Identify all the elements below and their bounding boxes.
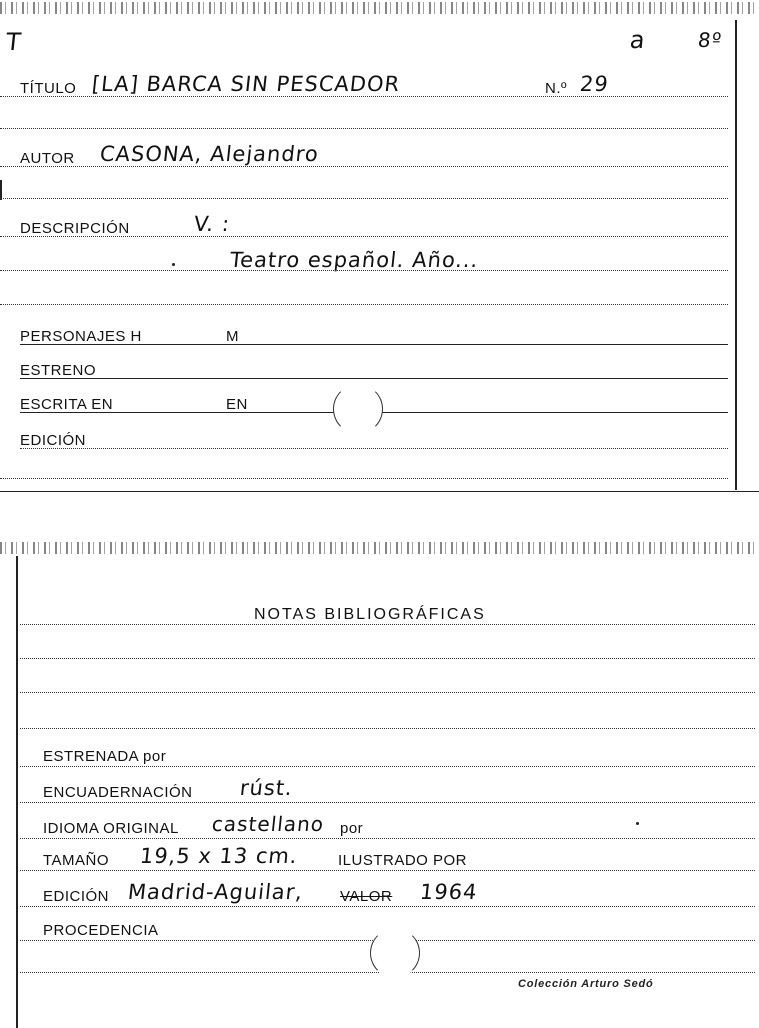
titulo-value: [LA] BARCA SIN PESCADOR <box>90 72 402 96</box>
escrita-label: ESCRITA EN <box>20 396 114 413</box>
ilustrado-label: ILUSTRADO POR <box>338 852 468 869</box>
personajes-rule <box>20 344 728 345</box>
rule-blank-1 <box>0 128 728 129</box>
procedencia-label: PROCEDENCIA <box>43 922 159 939</box>
edicion-rule <box>20 448 728 449</box>
titulo-label: TÍTULO <box>20 80 77 97</box>
corner-mark-left: T <box>4 28 24 56</box>
titulo-rule <box>0 96 728 97</box>
estreno-rule <box>20 378 728 379</box>
catalog-card-back <box>0 540 759 1028</box>
rule-blank-2 <box>20 692 755 693</box>
estreno-label: ESTRENO <box>20 362 97 379</box>
tamano-label: TAMAÑO <box>43 852 110 869</box>
catalog-card-front <box>0 0 759 500</box>
autor-value: CASONA, Alejandro <box>98 142 321 166</box>
idioma-por-label: por <box>340 820 364 837</box>
estrenada-label: ESTRENADA por <box>43 748 167 765</box>
edicion-rule <box>20 906 755 907</box>
edicion-year: 1964 <box>418 880 479 904</box>
autor-label: AUTOR <box>20 150 75 167</box>
corner-mark-a: a <box>628 26 648 54</box>
personajes-label: PERSONAJES H <box>20 328 142 345</box>
card-left-border <box>16 556 18 1028</box>
valor-label: VALOR <box>340 888 393 905</box>
rule-blank-1 <box>20 658 755 659</box>
descripcion-value-line2: Teatro español. Año... <box>228 248 480 272</box>
rule-blank-2 <box>0 198 728 199</box>
rule-blank-4 <box>0 304 728 305</box>
ink-dot <box>172 263 175 266</box>
ink-dot <box>636 822 639 825</box>
autor-rule <box>0 166 728 167</box>
notas-rule <box>20 624 755 625</box>
rule-blank-3 <box>0 270 728 271</box>
punch-hole <box>333 384 383 434</box>
edicion-value: Madrid-Aguilar, <box>126 880 305 904</box>
descripcion-value: V. : <box>192 212 232 236</box>
tamano-rule <box>20 870 755 871</box>
estrenada-rule <box>20 766 755 767</box>
numero-value: 29 <box>578 72 610 96</box>
escrita-en-label: EN <box>226 396 248 413</box>
punch-hole <box>370 928 420 978</box>
descripcion-label: DESCRIPCIÓN <box>20 220 130 237</box>
idioma-rule <box>20 838 755 839</box>
left-edge-mark <box>0 180 2 200</box>
rule-blank-5 <box>0 478 728 479</box>
notas-heading: NOTAS BIBLIOGRÁFICAS <box>254 606 486 623</box>
corner-mark-format: 8º <box>696 28 724 52</box>
card-top-edge <box>0 542 759 554</box>
card-bottom-border <box>0 491 759 492</box>
personajes-m-label: M <box>226 328 239 345</box>
collection-stamp: Colección Arturo Sedó <box>518 978 654 990</box>
encuadernacion-value: rúst. <box>238 776 295 800</box>
tamano-value: 19,5 x 13 cm. <box>138 844 299 868</box>
rule-blank-3 <box>20 728 755 729</box>
idioma-label: IDIOMA ORIGINAL <box>43 820 179 837</box>
encuadernacion-label: ENCUADERNACIÓN <box>43 784 193 801</box>
numero-label: N.º <box>545 80 567 97</box>
card-top-edge <box>0 2 759 14</box>
descripcion-rule <box>0 236 728 237</box>
card-right-border <box>735 20 737 490</box>
edicion-label: EDICIÓN <box>43 888 110 905</box>
idioma-value: castellano <box>210 812 326 836</box>
encuadernacion-rule <box>20 802 755 803</box>
edicion-label: EDICIÓN <box>20 432 87 449</box>
